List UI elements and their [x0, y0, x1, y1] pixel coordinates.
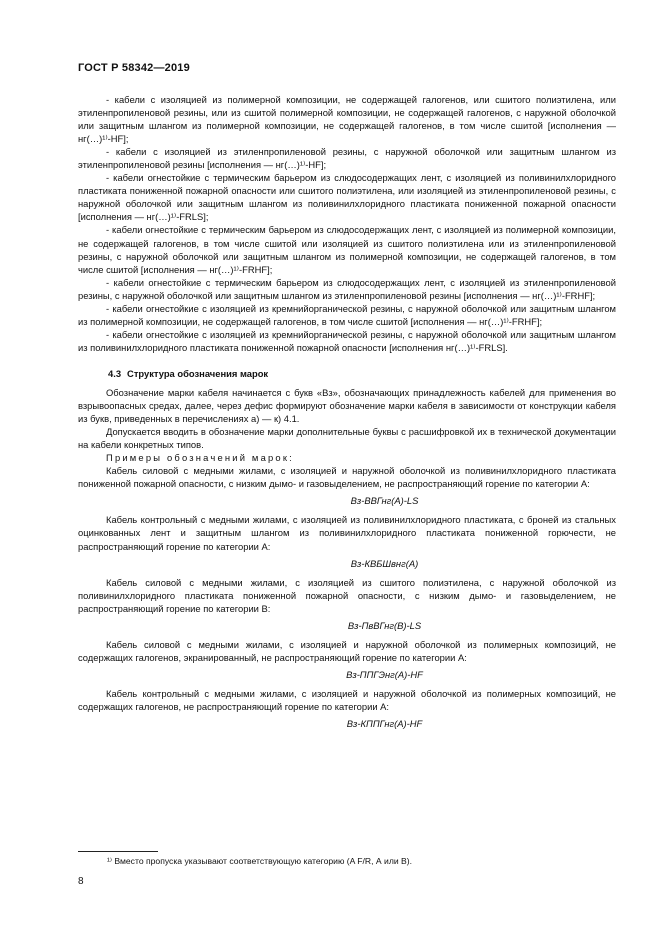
footnote-divider — [78, 851, 158, 852]
examples-label: Примеры обозначений марок: — [106, 452, 294, 464]
example-text: Кабель силовой с медными жилами, с изоляцией из сшитого полиэтилена, с наружной оболочкой из поливинилхлоридного пластиката пониженной пожарной опасности, с низким дымо- и газовыделением, не распространяющий горение по категории В: — [78, 576, 616, 614]
example-text: Кабель контрольный с медными жилами, с изоляцией и наружной оболочкой из полимерных композиций, не содержащих галогенов, не распространяющий горение по категории А: — [78, 687, 616, 712]
list-item: - кабели огнестойкие с изоляцией из кремнийорганической резины, с наружной оболочкой или защитным шлангом из поливинилхлоридного пластиката пониженной пожарной опасности [исполнения нг(…)¹⁾-FRLS]. — [78, 328, 616, 353]
example-text: Кабель контрольный с медными жилами, с изоляцией из поливинилхлоридного пластиката, с броней из стальных оцинкованных лент и защитным шлангом из поливинилхлоридного пластиката пониженной горючести, не распространяющий горение по категории А: — [78, 514, 616, 552]
document-header: ГОСТ Р 58342—2019 — [78, 62, 190, 74]
example-code: Вз-КВБШвнг(А) — [350, 557, 419, 569]
example-text: Кабель силовой с медными жилами, с изоляцией и наружной оболочкой из поливинилхлоридного пластиката пониженной пожарной опасности, с низким дымо- и газовыделением, не распространяющий горение по категории А: — [78, 465, 616, 490]
footnote: ¹⁾ Вместо пропуска указывают соответствующую категорию (A F/R, А или В). — [107, 856, 413, 866]
page-number: 8 — [78, 876, 84, 887]
example-code: Вз-КППГнг(А)-HF — [346, 718, 423, 730]
list-item: - кабели огнестойкие с термическим барьером из слюдосодержащих лент, с изоляцией из поливинилхлоридного пластиката пониженной пожарной опасности или сшитого полиэтилена, или изоляцией из этиленпропиленовой резины, с наружной оболочкой или защитным шлангом из поливинилхлоридного пластиката пониженной пожарной опасности [исполнения — нг(…)¹⁾-FRLS]; — [78, 172, 616, 223]
document-body — [78, 93, 616, 736]
paragraph: Обозначение марки кабеля начинается с букв «Вз», обозначающих принадлежность кабелей для применения во взрывоопасных средах, далее, через дефис формируют обозначение марки кабеля в зависимости от конструкции кабеля из букв, приведенных в перечислениях а) — к) 4.1. — [78, 386, 616, 425]
example-code: Вз-ВВГнг(А)-LS — [350, 495, 419, 507]
list-item: - кабели огнестойкие с термическим барьером из слюдосодержащих лент, с изоляцией из этиленпропиленовой резины, с наружной оболочкой или защитным шлангом из этиленпропиленовой резины [исполнения — нг(…)¹⁾-FRHF]; — [78, 276, 616, 301]
example-code: Вз-ПвВГнг(В)-LS — [347, 619, 422, 631]
paragraph: Допускается вводить в обозначение марки дополнительные буквы с расшифровкой их в технической документации на кабели конкретных типов. — [78, 426, 616, 451]
section-number: 4.3 — [108, 367, 122, 379]
section-title: Структура обозначения марок — [127, 367, 269, 379]
example-code: Вз-ППГЭнг(А)-HF — [346, 668, 423, 680]
list-item: - кабели огнестойкие с изоляцией из кремнийорганической резины, с наружной оболочкой или защитным шлангом из полимерной композиции, не содержащей галогенов, в том числе сшитой [исполнения — нг(…)¹⁾-FRHF]; — [78, 302, 616, 327]
list-item: - кабели с изоляцией из полимерной композиции, не содержащей галогенов, или сшитого полиэтилена, или этиленпропиленовой резины, или из сшитой полимерной композиции, не содержащей галогенов, с наружной оболочкой или защитным шлангом из полимерной композиции, не содержащей галогенов, в том числе сшитой [исполнения — нг(…)¹⁾-HF]; — [78, 94, 616, 145]
list-item: - кабели огнестойкие с термическим барьером из слюдосодержащих лент, с изоляцией из полимерной композиции, не содержащей галогенов, в том числе сшитой или изоляцией из сшитого полиэтилена или из этиленпропиленовой резины, с наружной оболочкой или защитным шлангом из полимерной композиции, не содержащей галогенов, в том числе сшитой [исполнения — нг(…)¹⁾-FRHF]; — [78, 224, 616, 275]
example-text: Кабель силовой с медными жилами, с изоляцией и наружной оболочкой из полимерных композиций, не содержащих галогенов, экранированный, не распространяющий горение по категории А: — [78, 638, 616, 663]
section-heading — [78, 367, 616, 380]
list-item: - кабели с изоляцией из этиленпропиленовой резины, с наружной оболочкой или защитным шлангом из этиленпропиленовой резины [исполнения — нг(…)¹⁾-HF]; — [78, 146, 616, 171]
